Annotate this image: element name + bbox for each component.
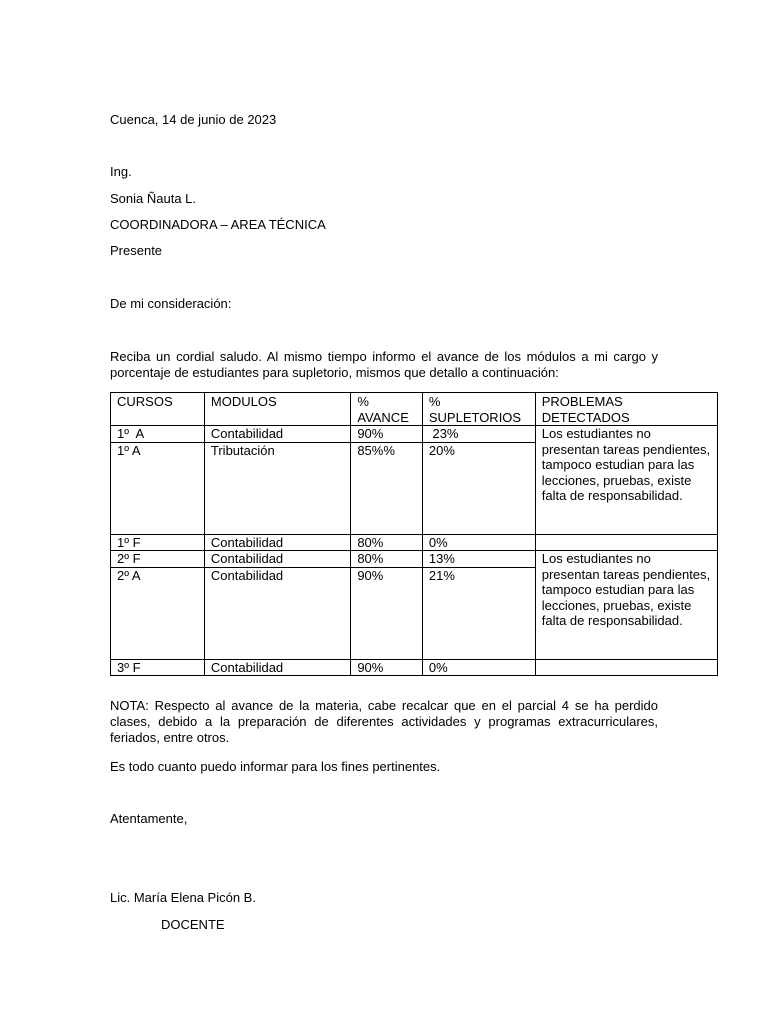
progress-table <box>110 392 718 676</box>
closing-line: Es todo cuanto puedo informar para los fines pertinentes. <box>110 759 441 774</box>
header-modulos: MODULOS <box>204 393 350 426</box>
table-row <box>111 426 718 443</box>
header-problemas: PROBLEMAS DETECTADOS <box>535 393 717 426</box>
cell-supletorios: 13% <box>422 551 535 568</box>
cell-problems-empty <box>535 534 717 551</box>
cell-modulo: Contabilidad <box>204 426 350 443</box>
cell-problems-empty <box>535 659 717 676</box>
cell-curso: 3º F <box>111 659 205 676</box>
cell-modulo: Contabilidad <box>204 567 350 659</box>
table-row <box>111 534 718 551</box>
note-paragraph: NOTA: Respecto al avance de la materia, cabe recalcar que en el parcial 4 se ha perdido clases, debido a la preparación de diferentes actividades y programas extracurriculares, feriados, entre otros. <box>110 698 658 745</box>
cell-curso: 1º A <box>111 426 205 443</box>
cell-curso: 2º F <box>111 551 205 568</box>
place-date: Cuenca, 14 de junio de 2023 <box>110 112 277 127</box>
cell-supletorios: 23% <box>422 426 535 443</box>
cell-avance: 80% <box>351 534 423 551</box>
signature-name: Lic. María Elena Picón B. <box>110 890 256 905</box>
recipient-name: Sonia Ñauta L. <box>110 191 197 206</box>
header-avance: % AVANCE <box>351 393 423 426</box>
header-cursos: CURSOS <box>111 393 205 426</box>
cell-curso: 1º F <box>111 534 205 551</box>
cell-avance: 90% <box>351 659 423 676</box>
cell-avance: 90% <box>351 567 423 659</box>
cell-supletorios: 21% <box>422 567 535 659</box>
header-supletorios: % SUPLETORIOS <box>422 393 535 426</box>
cell-modulo: Contabilidad <box>204 534 350 551</box>
intro-paragraph: Reciba un cordial saludo. Al mismo tiempo informo el avance de los módulos a mi cargo y porcentaje de estudiantes para supletorio, mismos que detallo a continuación: <box>110 349 658 380</box>
table-row <box>111 551 718 568</box>
cell-curso: 1º A <box>111 442 205 534</box>
cell-avance: 85%% <box>351 442 423 534</box>
recipient-presente: Presente <box>110 243 163 258</box>
cell-supletorios: 0% <box>422 659 535 676</box>
signature-role: DOCENTE <box>161 917 225 932</box>
farewell: Atentamente, <box>110 811 188 826</box>
cell-avance: 80% <box>351 551 423 568</box>
cell-supletorios: 0% <box>422 534 535 551</box>
cell-modulo: Contabilidad <box>204 551 350 568</box>
cell-problems: Los estudiantes no presentan tareas pendientes, tampoco estudian para las lecciones, pruebas, existe falta de responsabilidad. <box>535 551 717 660</box>
recipient-position: COORDINADORA – AREA TÉCNICA <box>110 217 326 232</box>
cell-curso: 2º A <box>111 567 205 659</box>
table-header-row <box>111 393 718 426</box>
cell-modulo: Contabilidad <box>204 659 350 676</box>
cell-supletorios: 20% <box>422 442 535 534</box>
cell-modulo: Tributación <box>204 442 350 534</box>
table-row <box>111 659 718 676</box>
cell-avance: 90% <box>351 426 423 443</box>
recipient-title: Ing. <box>110 164 132 179</box>
greeting: De mi consideración: <box>110 296 232 311</box>
cell-problems: Los estudiantes no presentan tareas pendientes, tampoco estudian para las lecciones, pruebas, existe falta de responsabilidad. <box>535 426 717 535</box>
